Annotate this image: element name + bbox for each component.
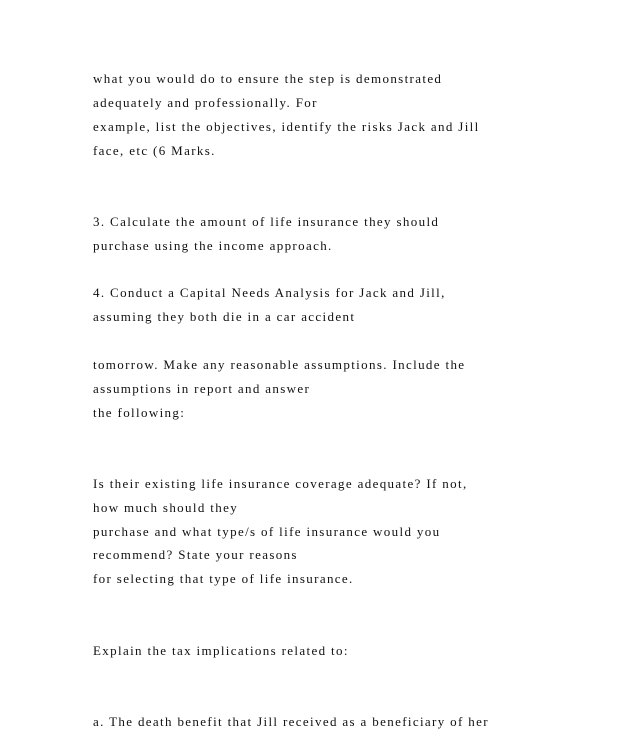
text-line: purchase and what type/s of life insurance would you — [93, 524, 441, 539]
text-line: face, etc (6 Marks. — [93, 143, 216, 158]
text-line: 3. Calculate the amount of life insurance they should — [93, 214, 440, 229]
text-line: Explain the tax implications related to: — [93, 643, 349, 658]
text-line: 4. Conduct a Capital Needs Analysis for Jack and Jill, — [93, 285, 446, 300]
text-line: purchase using the income approach. — [93, 238, 333, 253]
text-line: a. The death benefit that Jill received as a beneficiary of her — [93, 714, 489, 729]
text-line: Is their existing life insurance coverage adequate? If not, — [93, 476, 468, 491]
text-line: assuming they both die in a car accident — [93, 309, 356, 324]
text-line: tomorrow. Make any reasonable assumptions. Include the — [93, 357, 466, 372]
text-line: the following: — [93, 405, 186, 420]
text-line: how much should they — [93, 500, 239, 515]
text-line: for selecting that type of life insurance. — [93, 571, 354, 586]
text-line: what you would do to ensure the step is demonstrated — [93, 71, 443, 86]
text-line: recommend? State your reasons — [93, 547, 298, 562]
text-line: adequately and professionally. For — [93, 95, 318, 110]
text-line: assumptions in report and answer — [93, 381, 311, 396]
text-line: example, list the objectives, identify the risks Jack and Jill — [93, 119, 480, 134]
